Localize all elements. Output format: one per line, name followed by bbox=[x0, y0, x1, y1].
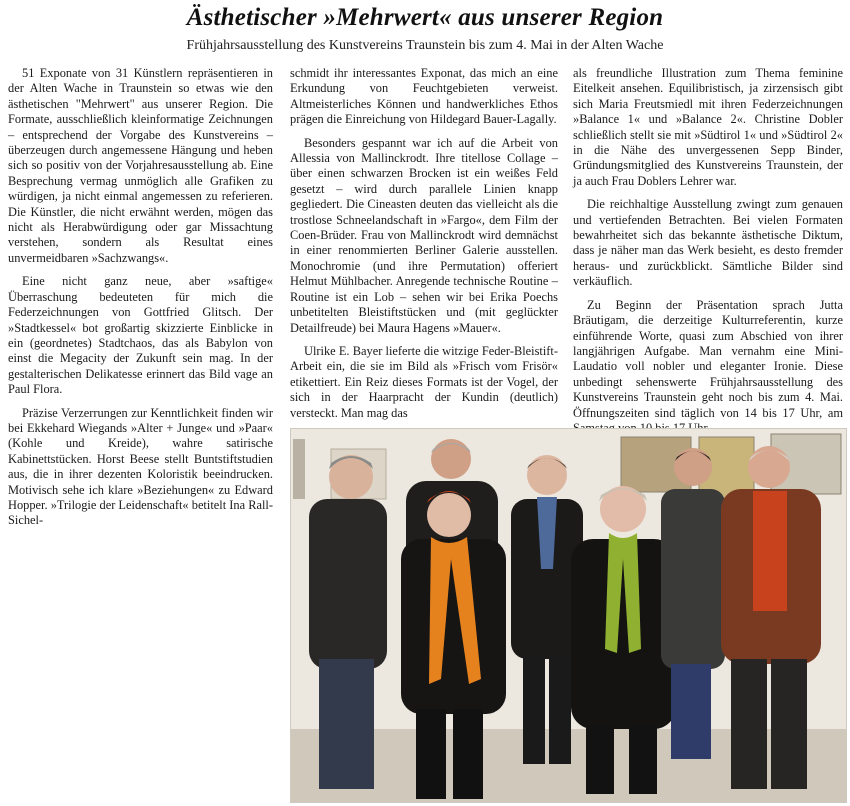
paragraph: Die reichhaltige Ausstellung zwingt zum genauen und vertiefenden Betrachten. Bei vielen Formaten bewahrheitet sich das bekannte ästhetische Diktum, dass je näher man das Werk besieht, es desto fremder heraus- und zurückblickt. Sämtliche Bilder sind verkäuflich. bbox=[573, 197, 843, 289]
person-7 bbox=[721, 446, 821, 789]
group-photo-illustration bbox=[291, 429, 846, 802]
article-subheadline: Frühjahrsausstellung des Kunstvereins Traunstein bis zum 4. Mai in der Alten Wache bbox=[186, 38, 664, 53]
paragraph: schmidt ihr interessantes Exponat, das mich an eine Erkundung von Feuchtgebieten verweist. Altmeisterliches Können und handwerkliches Ethos prägen die Einreichung von Hildegard Bauer-Lagally. bbox=[290, 66, 558, 127]
paragraph: 51 Exponate von 31 Künstlern repräsentieren in der Alten Wache in Traunstein so etwas wie den ästhetischen "Mehrwert" aus unserer Region. Die Formate, ausschließlich kleinformatige Zeichnungen – entsprechend der Vorgabe des Kunstvereins – überzeugen durch angemessene Hängung und heben sich so positiv von der Vorjahresausstellung ab. Eine Besprechung vermag unmöglich alle Grafiken zu würdigen, ja nicht einmal angemessen zu referieren. Die Künstler, die nicht erwähnt werden, mögen das nicht als Herabwürdigung oder gar Missachtung verstehen, sondern als Resultat eines unvermeidbaren »Sachzwangs«. bbox=[8, 66, 273, 265]
paragraph: Ulrike E. Bayer lieferte die witzige Feder-Bleistift-Arbeit ein, die sie im Bild als »Frisch vom Frisör« etikettiert. Ein Reiz dieses Formats ist der Vogel, der sich in der Haarpracht der Kundin (deutlich) versteckt. Man mag das bbox=[290, 343, 558, 420]
paragraph: Eine nicht ganz neue, aber »saftige« Überraschung bedeuteten für mich die Federzeichnungen von Gottfried Glitsch. Der »Stadtkessel« bot großartig skizzierte Einblicke in ein (geordnetes) Stadtchaos, das als Babylon von einst die Megacity der Zukunft sein mag. In der gestalterischen Delikatesse erinnert das Bild vage an Paul Flora. bbox=[8, 274, 273, 397]
article-headline: Ästhetischer »Mehrwert« aus unserer Region bbox=[186, 4, 664, 31]
group-photo bbox=[290, 428, 847, 803]
paragraph: Präzise Verzerrungen zur Kenntlichkeit finden wir bei Ekkehard Wiegands »Alter + Junge« und »Paar« (Kohle und Kreide), wahre satirische Kabinettstücken. Horst Beese stellt Buntstiftstudien aus, die in ihrer dezenten Koloristik beeindrucken. Motivisch sehe ich klare »Beziehungen« zu Edward Hopper. »Trilogie der Leidenschaft« betitelt Ina Rall-Sichel- bbox=[8, 405, 273, 528]
paragraph: als freundliche Illustration zum Thema feminine Eitelkeit ansehen. Equilibristisch, ja zirzensisch gibt sich Maria Freutsmiedl mit ihren Federzeichnungen »Balance 1« und »Balance 2«. Christine Dobler schließlich stellt sie mit »Südtirol 1« und »Südtirol 2« in die Nähe des unvergessenen Sepp Binder, Gründungsmitglied des Kunstvereins Traunstein, der ja auch Frau Doblers Lehrer war. bbox=[573, 66, 843, 188]
article-column-3 bbox=[573, 66, 843, 454]
paragraph: Zu Beginn der Präsentation sprach Jutta Bräutigam, die derzeitige Kulturreferentin, kurze einführende Worte, quasi zum Abschied von ihrer langjährigen Aufgabe. Man vernahm eine Mini-Laudatio voll nobler und eleganter Ironie. Diese unbedingt sehenswerte Frühjahrsausstellung des Kunstvereins Traunstein geht noch bis zum 4. Mai. Öffnungszeiten sind täglich von 14 bis 17 Uhr, am bbox=[573, 297, 843, 420]
article-column-1 bbox=[8, 66, 273, 537]
paragraph: Besonders gespannt war ich auf die Arbeit von Allessia von Mallinckrodt. Ihre titellose Collage – über einen schwarzen Brocken ist ein weißes Feld gesetzt – wird durch parallele Linien knapp gegliedert. Die Cineasten deuten das vielleicht als die trostlose Schneelandschaft in »Fargo«, dem Film der Coen-Brüder. Frau von Mallinckrodt wird demnächst in einer renommierten Berliner Galerie ausstellen. Monochromie (und ihre Permutation) offeriert Helmut Mühlbacher. Anregende technische Routine – Routine ist ein Lob – sehen wir bei Erika Poechs unbetitelten Bleistiftstücken und (mit geglückter Detailfreude) bei Maura Hagens »Mauer«. bbox=[290, 135, 558, 335]
article-column-2 bbox=[290, 66, 558, 429]
